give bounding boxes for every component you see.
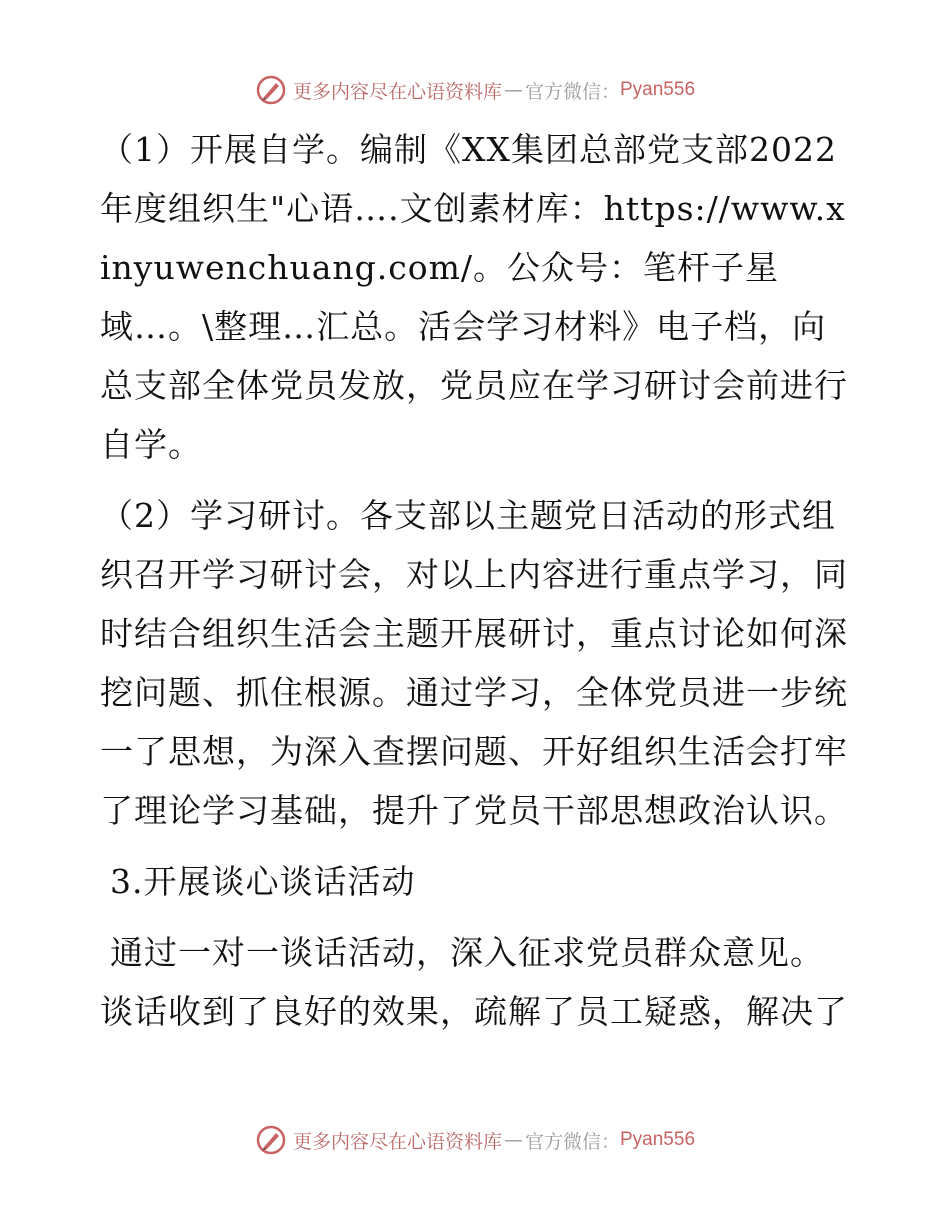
paragraph-talk-activity: 通过一对一谈话活动，深入征求党员群众意见。谈话收到了良好的效果，疏解了员工疑惑，解决了 — [100, 933, 848, 1031]
watermark-wechat-label: 官方微信： — [524, 80, 620, 103]
watermark-site-text: 更多内容尽在心语资料库 — [292, 80, 502, 103]
header-watermark — [0, 70, 950, 110]
paragraph-self-study: （1）开展自学。编制《XX集团总部党支部2022年度组织生"心语….文创素材库：https://www.xinyuwenchuang.com/。公众号：笔杆子星域…。\整理…汇总。活会学习材料》电子档，向总支部全体党员发放，党员应在学习研讨会前进行自学。 — [100, 130, 848, 464]
watermark-wechat-id: Pyan556 — [620, 1129, 696, 1150]
footer-watermark — [0, 1120, 950, 1160]
watermark-wechat-id: Pyan556 — [620, 79, 696, 100]
document-body — [100, 120, 850, 1053]
watermark-site-text: 更多内容尽在心语资料库 — [292, 1130, 502, 1153]
watermark-wechat-label: 官方微信： — [524, 1130, 620, 1153]
paragraph-study-discussion: （2）学习研讨。各支部以主题党日活动的形式组织召开学习研讨会，对以上内容进行重点学习，同时结合组织生活会主题开展研讨，重点讨论如何深挖问题、抓住根源。通过学习，全体党员进一步统一了思想，为深入查摆问题、开好组织生活会打牢了理论学习基础，提升了党员干部思想政治认识。 — [100, 496, 848, 830]
section-heading: 3.开展谈心谈话活动 — [110, 862, 416, 901]
watermark-separator: — — [503, 79, 523, 101]
watermark-separator: — — [503, 1129, 523, 1151]
quill-pen-logo-icon — [255, 74, 287, 106]
quill-pen-logo-icon — [255, 1124, 287, 1156]
